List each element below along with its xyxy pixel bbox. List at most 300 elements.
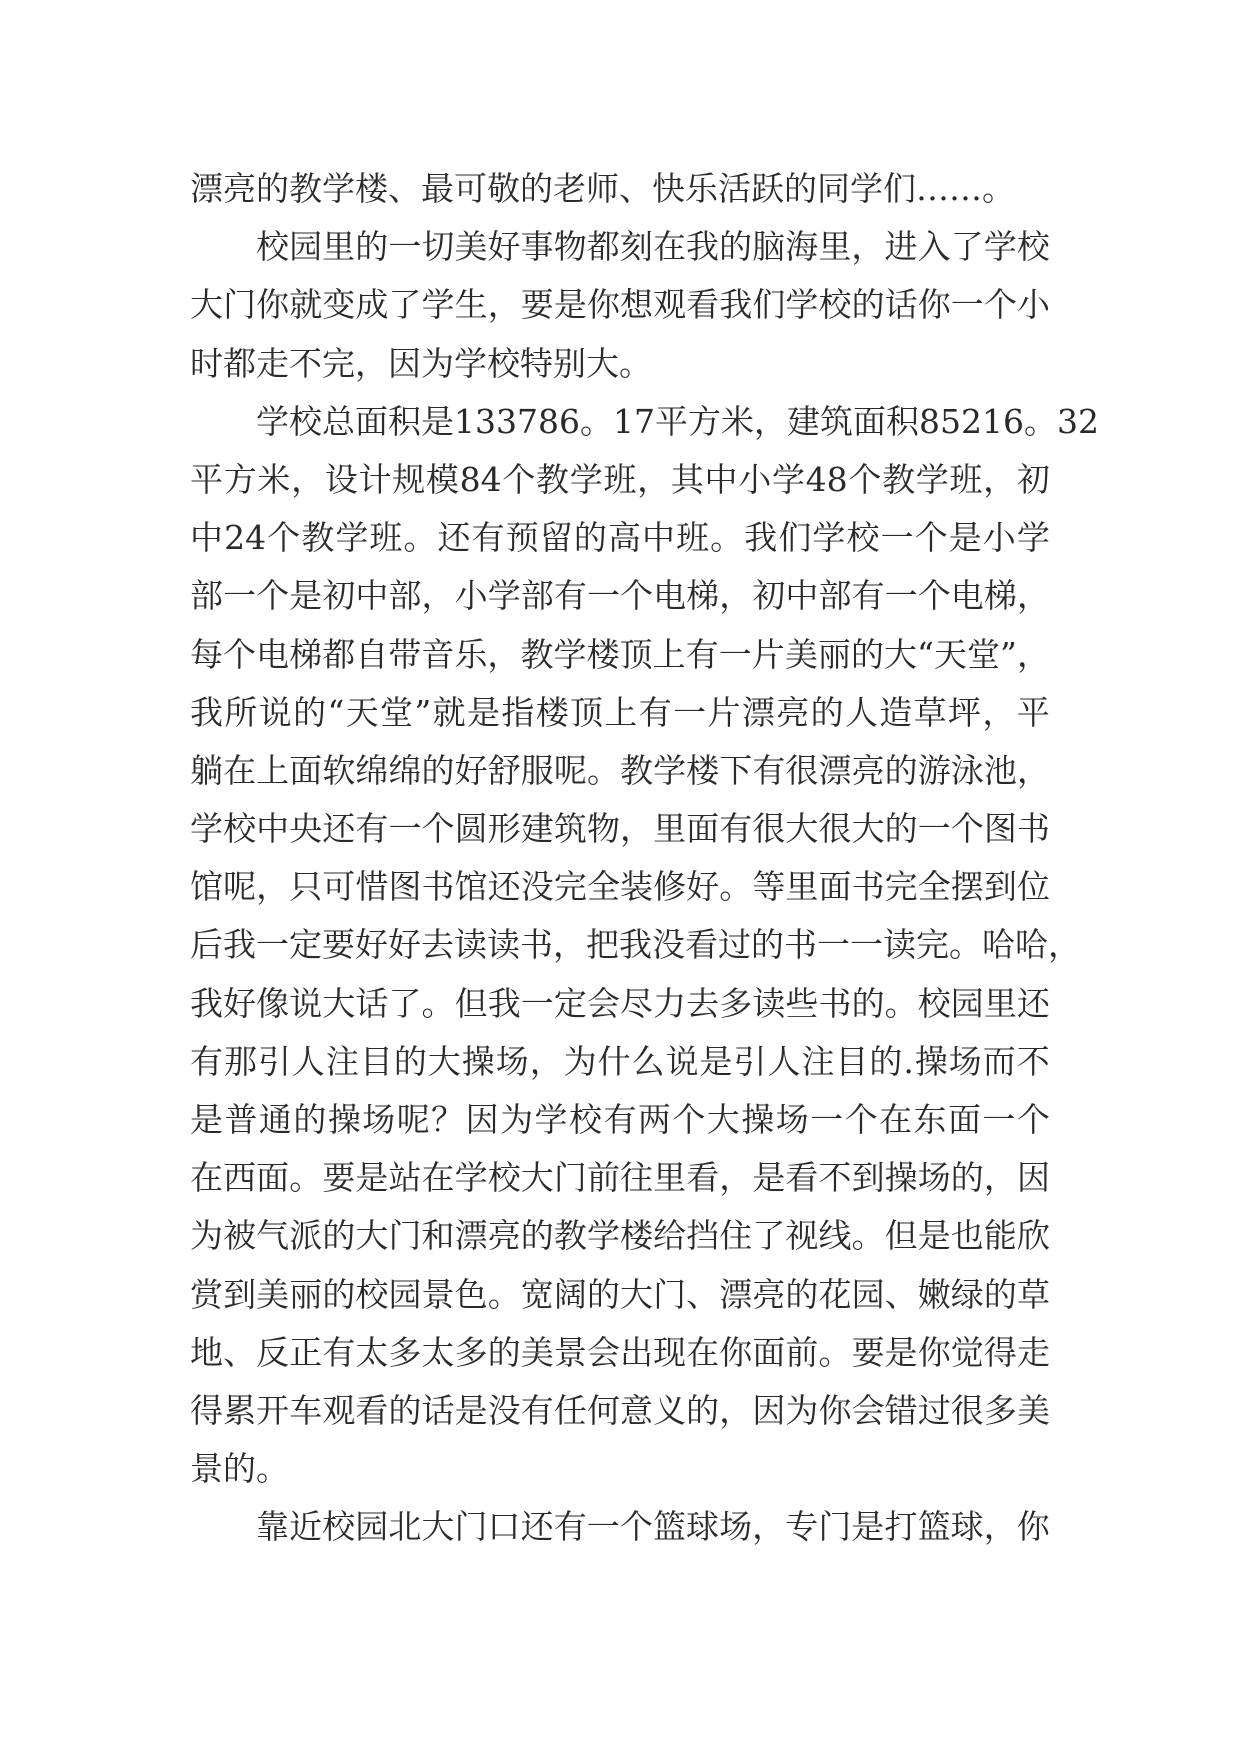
glyph: 个 [917,576,951,616]
glyph: 欣 [1016,1216,1050,1256]
glyph: 大 [421,1507,455,1547]
glyph: 个 [223,634,257,674]
glyph: 门 [653,1274,687,1314]
glyph: 意 [620,1390,654,1430]
glyph: ， [529,1041,563,1081]
glyph: 书 [421,867,455,907]
glyph: 我 [744,518,778,558]
text-line [190,1266,1050,1324]
glyph: 入 [917,227,951,267]
glyph: 。 [579,401,613,441]
glyph: 话 [355,983,389,1023]
glyph: 视 [785,1216,819,1256]
glyph: 一 [223,576,257,616]
glyph: 是 [289,576,323,616]
glyph: 有 [322,1332,356,1372]
glyph: ， [421,576,455,616]
glyph: 每 [190,634,223,674]
glyph: 一 [718,634,752,674]
glyph: 电 [950,576,984,616]
glyph: 有 [603,1100,637,1139]
glyph: 场 [917,1158,951,1198]
glyph: 没 [652,925,685,965]
glyph: 游 [917,750,951,790]
glyph: 校 [917,983,951,1023]
glyph: 造 [879,692,913,732]
glyph: 能 [983,1216,1017,1256]
glyph: 的 [293,692,327,732]
glyph: 亮 [487,1216,521,1256]
glyph: 像 [256,983,290,1023]
glyph: 小 [982,518,1016,558]
glyph: 楼 [686,750,720,790]
glyph: 都 [586,227,620,267]
glyph: 引 [733,1041,767,1081]
glyph: 高 [607,518,641,558]
glyph: 要 [851,1332,885,1372]
glyph: 泳 [950,750,984,790]
glyph: ， [851,227,885,267]
glyph: ， [487,285,521,325]
glyph: 多 [719,983,753,1023]
glyph: 很 [818,809,852,849]
glyph: 那 [223,1041,257,1081]
glyph: 个 [267,518,301,558]
glyph: 书 [818,983,852,1023]
glyph: 物 [553,227,587,267]
glyph: 。 [586,750,620,790]
glyph: 海 [785,227,819,267]
glyph: 大 [706,1100,740,1139]
glyph: 有 [553,576,587,616]
glyph: 在 [652,227,686,267]
glyph: 我 [686,227,720,267]
glyph: 挡 [686,1216,720,1256]
glyph: 里 [785,867,819,907]
glyph: 全 [586,867,620,907]
glyph: 东 [913,1100,947,1139]
glyph: 学 [256,401,289,441]
glyph: 的 [850,634,884,674]
glyph: 有 [685,634,719,674]
glyph: 书 [1016,809,1050,849]
glyph: ， [1016,750,1050,790]
glyph: 呢 [396,1100,430,1139]
glyph: 。 [403,518,437,558]
glyph: 西 [223,1158,257,1198]
glyph: 个 [983,285,1017,325]
glyph: 校 [487,1158,521,1198]
glyph: 的 [586,1274,620,1314]
glyph: 班 [676,518,710,558]
glyph: 个 [844,1100,878,1139]
glyph: 变 [322,285,356,325]
glyph: 的 [355,227,389,267]
glyph: 校 [223,809,257,849]
glyph: 们 [778,518,812,558]
text-line: 漂亮的教学楼、最可敬的老师、快乐活跃的同学们……。 [190,169,1015,208]
glyph: 的 [810,692,844,732]
glyph: 、 [223,1332,257,1372]
glyph: 我 [190,983,223,1023]
glyph: 个 [950,809,984,849]
glyph: 中 [190,518,223,558]
glyph: 尽 [620,983,654,1023]
glyph: 图 [983,809,1017,849]
glyph: 的 [869,1041,903,1081]
glyph: 站 [388,1158,422,1198]
glyph: 读 [752,983,786,1023]
glyph: 是 [699,1041,733,1081]
glyph: 个 [848,459,882,499]
glyph: 。 [719,867,753,907]
glyph: 而 [982,1041,1016,1081]
glyph: 草 [1016,1274,1050,1314]
glyph: 在 [879,1100,913,1139]
glyph: 你 [917,1332,951,1372]
glyph: 了 [388,983,422,1023]
glyph: 有 [719,809,753,849]
glyph: 133786 [454,401,580,441]
glyph: 不 [1016,1041,1050,1081]
glyph: 前 [586,1158,620,1198]
glyph: 还 [520,1507,554,1547]
text-line: 景的。 [190,1449,289,1489]
glyph: 上 [256,750,290,790]
glyph: 大 [322,983,356,1023]
glyph: 我 [190,692,223,732]
glyph: 中 [785,576,819,616]
glyph: 亮 [851,750,885,790]
glyph: 人 [844,692,878,732]
glyph: 一 [982,1100,1016,1139]
glyph: 在 [421,1158,455,1198]
glyph: 的 [293,1100,327,1139]
glyph: 目 [835,1041,869,1081]
glyph: 梯 [983,576,1017,616]
glyph: 看 [686,1158,720,1198]
glyph: 也 [950,1216,984,1256]
glyph: 学 [915,459,949,499]
glyph: 会 [851,1390,885,1430]
glyph: 的 [950,1158,984,1198]
glyph: 建 [520,809,554,849]
glyph: 错 [884,1390,918,1430]
glyph: 操 [741,1100,775,1139]
glyph: 绵 [388,750,422,790]
glyph: 下 [719,750,753,790]
glyph: 学 [586,1216,620,1256]
glyph: 其 [670,459,704,499]
glyph: 。 [818,1332,852,1372]
glyph: 惜 [355,867,389,907]
text-line [190,858,1050,916]
glyph: ， [256,867,290,907]
glyph: 指 [501,692,535,732]
text-line: 时都走不完，因为学校特别大。 [190,343,652,383]
glyph: ， [719,1390,753,1430]
glyph: 什 [597,1041,631,1081]
glyph: 模 [425,459,459,499]
glyph: ， [983,459,1017,499]
glyph: 有 [638,692,672,732]
glyph: “ [917,634,934,674]
glyph: 因 [752,1390,786,1430]
glyph: 电 [256,634,290,674]
glyph: 很 [785,750,819,790]
glyph: 馆 [454,867,488,907]
glyph: 专 [785,1507,819,1547]
glyph: 住 [719,1216,753,1256]
glyph: 操 [884,1158,918,1198]
glyph: 没 [487,1390,521,1430]
glyph: 方 [687,401,721,441]
glyph: 后 [190,925,223,965]
glyph: 场 [362,1100,396,1139]
glyph: 大 [785,809,819,849]
glyph: 书 [520,925,553,965]
glyph: 学 [785,285,819,325]
glyph: 自 [355,634,389,674]
glyph: 音 [421,634,455,674]
glyph: 是 [917,1216,951,1256]
glyph: 引 [257,1041,291,1081]
glyph: 操 [461,1041,495,1081]
glyph: ” [414,692,432,732]
glyph: 在 [190,1158,223,1198]
glyph: 操 [327,1100,361,1139]
glyph: 了 [388,285,422,325]
glyph: 初 [752,576,786,616]
text-line [190,276,1050,334]
glyph: 是 [466,692,500,732]
glyph: 还 [1016,983,1050,1023]
glyph: 圆 [454,809,488,849]
glyph: 一 [388,809,422,849]
glyph: 是 [190,1100,223,1139]
glyph: 乐 [454,634,488,674]
glyph: 观 [322,1390,356,1430]
glyph: 84 [459,459,502,499]
text-line [190,218,1050,276]
glyph: 摆 [950,867,984,907]
glyph: 一 [950,285,984,325]
glyph: 园 [289,227,323,267]
glyph: 想 [620,285,654,325]
glyph: 生 [454,285,488,325]
glyph: 小 [738,459,772,499]
glyph: 。 [851,1216,885,1256]
glyph: 完 [916,925,949,965]
glyph: ， [752,1507,786,1547]
glyph: 学 [190,809,223,849]
glyph: 是 [948,518,982,558]
glyph: 球 [686,1507,720,1547]
glyph: 美 [520,1332,554,1372]
glyph: 。 [949,925,982,965]
glyph: 一 [817,925,850,965]
glyph: 预 [505,518,539,558]
glyph: 中 [642,518,676,558]
glyph: 是 [454,1390,488,1430]
glyph: 上 [604,692,638,732]
glyph: 物 [586,809,620,849]
glyph: 场 [495,1041,529,1081]
glyph: 筑 [553,809,587,849]
glyph: 里 [818,227,852,267]
text-line [190,509,1050,567]
glyph: 门 [553,1158,587,1198]
glyph: 堂 [380,692,414,732]
glyph: 一 [520,983,554,1023]
glyph: 门 [223,285,257,325]
glyph: 服 [520,750,554,790]
glyph: 门 [818,1507,852,1547]
glyph: 学 [454,1158,488,1198]
glyph: 筑 [819,401,853,441]
glyph: ， [719,1158,753,1198]
glyph: 脑 [752,227,786,267]
glyph: 中 [256,809,290,849]
glyph: 的 [421,750,455,790]
glyph: 所 [224,692,258,732]
glyph: 的 [487,1332,521,1372]
glyph: 你 [818,1390,852,1430]
glyph: 初 [1016,459,1050,499]
glyph: 一 [884,576,918,616]
glyph: 校 [322,1507,356,1547]
glyph: 的 [884,809,918,849]
glyph: ， [983,1158,1017,1198]
glyph: 一 [810,1100,844,1139]
glyph: 还 [322,809,356,849]
glyph: 修 [653,867,687,907]
glyph: 我 [619,925,652,965]
glyph: 去 [686,983,720,1023]
glyph: 初 [322,576,356,616]
glyph: 85216 [918,401,1024,441]
glyph: 上 [652,634,686,674]
glyph: 是 [421,401,454,441]
glyph: 亮 [752,1274,786,1314]
glyph: 目 [359,1041,393,1081]
glyph: 总 [322,401,355,441]
glyph: 的 [573,518,607,558]
glyph: 在 [223,750,257,790]
glyph: 楼 [586,634,620,674]
glyph: ， [1016,634,1050,674]
glyph: 篮 [917,1507,951,1547]
glyph: 躺 [190,750,223,790]
glyph: 的 [785,1274,819,1314]
glyph: 好 [487,227,521,267]
glyph: 。 [487,1274,521,1314]
glyph: 馆 [190,867,223,907]
glyph: 美 [454,227,488,267]
glyph: 了 [752,1216,786,1256]
glyph: 一 [586,576,620,616]
glyph: 派 [289,1216,323,1256]
glyph: 赏 [190,1274,223,1314]
glyph: ， [1048,925,1081,965]
glyph: 一 [850,925,883,965]
glyph: 的 [719,227,753,267]
glyph: 看 [685,925,718,965]
glyph: 读 [454,925,487,965]
glyph: ， [982,692,1016,732]
glyph: 到 [983,867,1017,907]
glyph: 米 [720,401,754,441]
glyph: 你 [917,285,951,325]
glyph: ， [1016,576,1050,616]
glyph: 学 [421,285,455,325]
glyph: 园 [388,1274,422,1314]
text-line [190,1324,1050,1382]
glyph: ， [637,459,671,499]
glyph: 靠 [256,1507,289,1547]
glyph: ， [291,459,325,499]
glyph: 教 [520,634,554,674]
glyph: 人 [767,1041,801,1081]
glyph: 班 [603,459,637,499]
glyph: 些 [785,983,819,1023]
glyph: 一 [917,809,951,849]
glyph: 的 [520,1216,554,1256]
glyph: 是 [851,1507,885,1547]
glyph: 得 [190,1390,223,1430]
glyph: 部 [388,576,422,616]
glyph: 很 [752,809,786,849]
glyph: 校 [1016,227,1050,267]
glyph: 顶 [570,692,604,732]
glyph: 个 [1016,1100,1050,1139]
glyph: 面 [947,1100,981,1139]
glyph: 色 [454,1274,488,1314]
glyph: 个 [421,809,455,849]
glyph: 。 [884,983,918,1023]
text-line [190,567,1050,625]
glyph: 北 [388,1507,422,1547]
glyph: 哈 [1015,925,1048,965]
glyph: 里 [653,809,687,849]
glyph: 看 [785,1158,819,1198]
glyph: 设 [324,459,358,499]
glyph: 个 [256,576,290,616]
glyph: 面 [256,1158,290,1198]
glyph: 但 [454,983,488,1023]
glyph: 池 [983,750,1017,790]
glyph: 小 [454,576,488,616]
glyph: 把 [586,925,619,965]
glyph: 。 [1023,401,1057,441]
glyph: 草 [913,692,947,732]
glyph: 可 [322,867,356,907]
glyph: 校 [256,227,289,267]
glyph: 操 [914,1041,948,1081]
text-line [190,1498,1050,1556]
text-line [190,1149,1050,1207]
glyph: 校 [355,1274,389,1314]
glyph: 学 [983,227,1017,267]
glyph: 有 [851,576,885,616]
glyph: 出 [620,1332,654,1372]
glyph: 的 [851,983,885,1023]
glyph: 部 [520,576,554,616]
text-line [190,1207,1050,1265]
glyph: 天 [933,634,967,674]
glyph: 大 [851,809,885,849]
glyph: 车 [289,1390,323,1430]
